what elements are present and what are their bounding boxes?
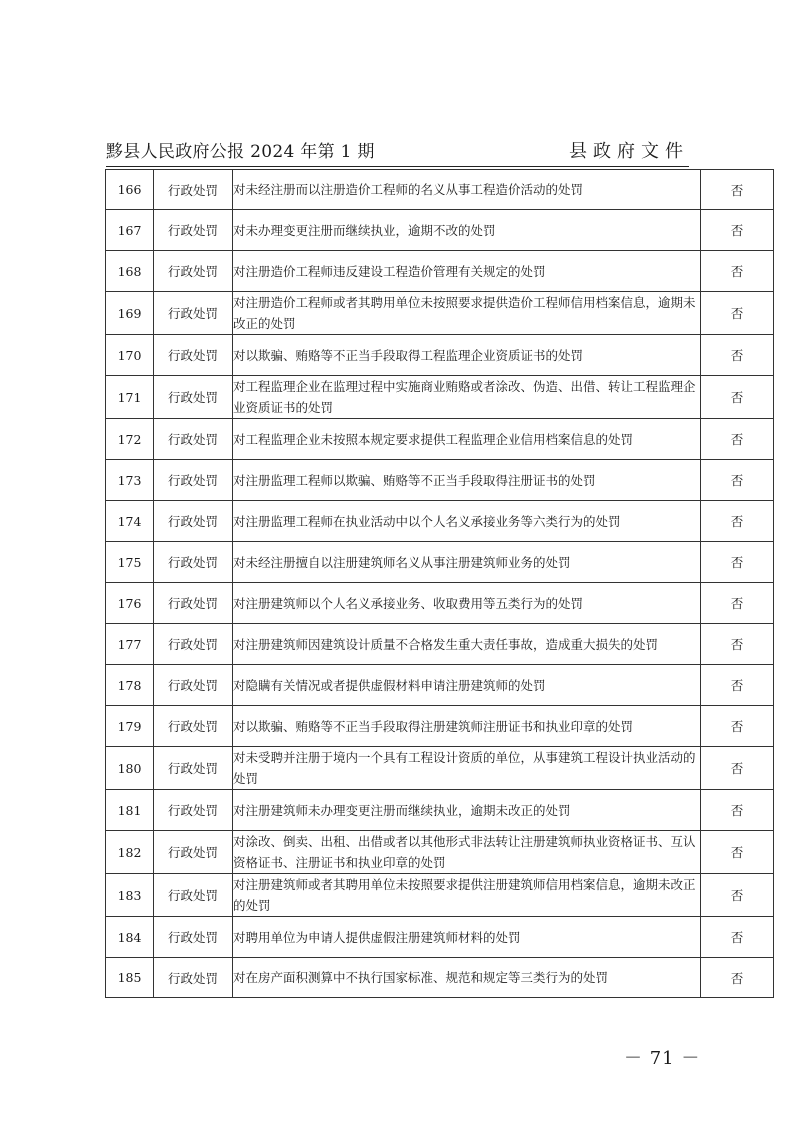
table-row [106, 874, 774, 917]
item-type: 行政处罚 [154, 251, 233, 292]
item-description: 对工程监理企业在监理过程中实施商业贿赂或者涂改、伪造、出借、转让工程监理企业资质证书的处罚 [233, 376, 701, 419]
item-number: 177 [106, 624, 154, 665]
item-description: 对未受聘并注册于境内一个具有工程设计资质的单位，从事建筑工程设计执业活动的处罚 [233, 747, 701, 790]
item-description: 对涂改、倒卖、出租、出借或者以其他形式非法转让注册建筑师执业资格证书、互认资格证书、注册证书和执业印章的处罚 [233, 831, 701, 874]
item-type: 行政处罚 [154, 747, 233, 790]
item-description: 对未经注册擅自以注册建筑师名义从事注册建筑师业务的处罚 [233, 542, 701, 583]
item-flag: 否 [701, 501, 774, 542]
item-description: 对注册建筑师以个人名义承接业务、收取费用等五类行为的处罚 [233, 583, 701, 624]
item-type: 行政处罚 [154, 665, 233, 706]
item-number: 185 [106, 958, 154, 998]
item-number: 172 [106, 419, 154, 460]
item-description: 对聘用单位为申请人提供虚假注册建筑师材料的处罚 [233, 917, 701, 958]
item-type: 行政处罚 [154, 542, 233, 583]
item-flag: 否 [701, 665, 774, 706]
item-flag: 否 [701, 747, 774, 790]
item-number: 179 [106, 706, 154, 747]
table-row [106, 335, 774, 376]
page-number: － 71 － [624, 1048, 701, 1069]
table-row [106, 170, 774, 210]
item-type: 行政处罚 [154, 583, 233, 624]
item-description: 对以欺骗、贿赂等不正当手段取得工程监理企业资质证书的处罚 [233, 335, 701, 376]
item-flag: 否 [701, 210, 774, 251]
item-description: 对隐瞒有关情况或者提供虚假材料申请注册建筑师的处罚 [233, 665, 701, 706]
item-number: 174 [106, 501, 154, 542]
item-number: 169 [106, 292, 154, 335]
table-row [106, 376, 774, 419]
item-description: 对注册监理工程师以欺骗、贿赂等不正当手段取得注册证书的处罚 [233, 460, 701, 501]
item-number: 175 [106, 542, 154, 583]
item-number: 176 [106, 583, 154, 624]
item-number: 166 [106, 170, 154, 210]
item-number: 170 [106, 335, 154, 376]
table-row [106, 917, 774, 958]
table-row [106, 251, 774, 292]
item-description: 对注册造价工程师或者其聘用单位未按照要求提供造价工程师信用档案信息，逾期未改正的处罚 [233, 292, 701, 335]
table-row [106, 292, 774, 335]
bulletin-title: 黟县人民政府公报 2024 年第 1 期 [106, 142, 375, 162]
section-title: 县政府文件 [569, 141, 689, 162]
table-row [106, 706, 774, 747]
item-number: 184 [106, 917, 154, 958]
item-flag: 否 [701, 831, 774, 874]
item-description: 对注册造价工程师违反建设工程造价管理有关规定的处罚 [233, 251, 701, 292]
table-row [106, 460, 774, 501]
item-number: 171 [106, 376, 154, 419]
item-type: 行政处罚 [154, 874, 233, 917]
item-flag: 否 [701, 790, 774, 831]
item-description: 对注册监理工程师在执业活动中以个人名义承接业务等六类行为的处罚 [233, 501, 701, 542]
table-row [106, 665, 774, 706]
item-number: 173 [106, 460, 154, 501]
item-type: 行政处罚 [154, 419, 233, 460]
table-row [106, 624, 774, 665]
item-type: 行政处罚 [154, 460, 233, 501]
item-flag: 否 [701, 542, 774, 583]
item-number: 168 [106, 251, 154, 292]
item-flag: 否 [701, 335, 774, 376]
item-description: 对注册建筑师或者其聘用单位未按照要求提供注册建筑师信用档案信息，逾期未改正的处罚 [233, 874, 701, 917]
item-type: 行政处罚 [154, 210, 233, 251]
item-flag: 否 [701, 917, 774, 958]
table-row [106, 790, 774, 831]
table-row [106, 583, 774, 624]
item-description: 对工程监理企业未按照本规定要求提供工程监理企业信用档案信息的处罚 [233, 419, 701, 460]
item-type: 行政处罚 [154, 831, 233, 874]
table-row [106, 542, 774, 583]
item-flag: 否 [701, 874, 774, 917]
item-description: 对以欺骗、贿赂等不正当手段取得注册建筑师注册证书和执业印章的处罚 [233, 706, 701, 747]
item-type: 行政处罚 [154, 706, 233, 747]
item-flag: 否 [701, 419, 774, 460]
item-flag: 否 [701, 460, 774, 501]
penalty-items-table [105, 169, 774, 998]
table-row [106, 419, 774, 460]
item-number: 181 [106, 790, 154, 831]
item-type: 行政处罚 [154, 790, 233, 831]
table-row [106, 831, 774, 874]
item-type: 行政处罚 [154, 917, 233, 958]
table-row [106, 958, 774, 998]
item-type: 行政处罚 [154, 501, 233, 542]
table-row [106, 501, 774, 542]
table-row [106, 210, 774, 251]
item-number: 182 [106, 831, 154, 874]
item-type: 行政处罚 [154, 958, 233, 998]
item-description: 对注册建筑师因建筑设计质量不合格发生重大责任事故，造成重大损失的处罚 [233, 624, 701, 665]
header-divider [106, 166, 689, 167]
item-number: 183 [106, 874, 154, 917]
table-row [106, 747, 774, 790]
item-flag: 否 [701, 292, 774, 335]
item-description: 对在房产面积测算中不执行国家标准、规范和规定等三类行为的处罚 [233, 958, 701, 998]
item-type: 行政处罚 [154, 292, 233, 335]
item-flag: 否 [701, 251, 774, 292]
item-number: 180 [106, 747, 154, 790]
item-number: 178 [106, 665, 154, 706]
item-flag: 否 [701, 170, 774, 210]
item-type: 行政处罚 [154, 335, 233, 376]
item-flag: 否 [701, 376, 774, 419]
item-flag: 否 [701, 583, 774, 624]
page-header [106, 140, 689, 168]
item-flag: 否 [701, 958, 774, 998]
item-flag: 否 [701, 706, 774, 747]
item-type: 行政处罚 [154, 624, 233, 665]
item-description: 对未经注册而以注册造价工程师的名义从事工程造价活动的处罚 [233, 170, 701, 210]
item-flag: 否 [701, 624, 774, 665]
item-number: 167 [106, 210, 154, 251]
item-description: 对未办理变更注册而继续执业，逾期不改的处罚 [233, 210, 701, 251]
item-type: 行政处罚 [154, 376, 233, 419]
item-type: 行政处罚 [154, 170, 233, 210]
item-description: 对注册建筑师未办理变更注册而继续执业，逾期未改正的处罚 [233, 790, 701, 831]
